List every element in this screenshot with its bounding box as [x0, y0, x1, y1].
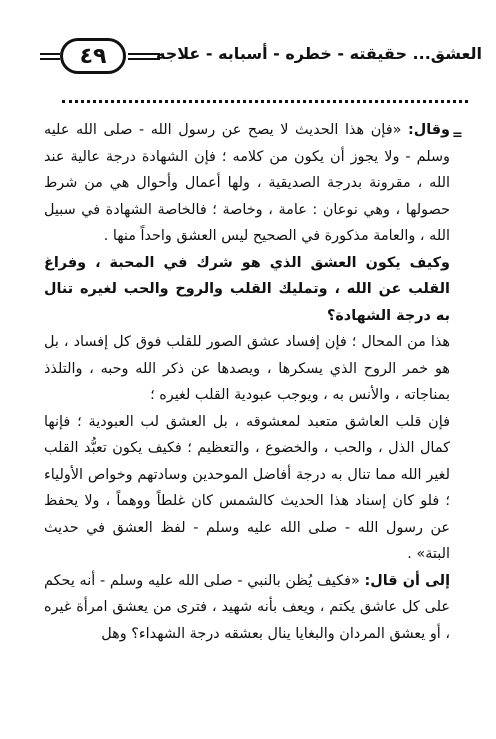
header-rule [128, 53, 160, 60]
paragraph [44, 250, 450, 330]
paragraph [44, 329, 450, 409]
paragraph [44, 117, 450, 250]
paragraph-text: وكيف يكون العشق الذي هو شرك في المحبة ، وفراغ القلب عن الله ، وتمليك القلب والروح والحب لغيره تنال به درجة الشهادة؟ [44, 254, 450, 324]
header-rule [40, 53, 60, 60]
page-header [10, 38, 482, 82]
running-title: العشق... حقيقته - خطره - أسبابه - علاجه [156, 44, 482, 63]
paragraph [44, 409, 450, 568]
paragraph-text: هذا من المحال ؛ فإن إفساد عشق الصور للقلب فوق كل إفساد ، بل هو خمر الروح الذي يسكرها ، ويصدها عن ذكر الله وحبه ، والتلذذ بمناجاته ، والأنس به ، ويوجب عبودية القلب لغيره ؛ [44, 334, 450, 403]
paragraph-marker-icon: = [452, 128, 463, 143]
dotted-divider [62, 100, 468, 103]
paragraph-text: «فكيف يُظن بالنبي - صلى الله عليه وسلم - أنه يحكم على كل عاشق يكتم ، ويعف بأنه شهيد ، فترى من يعشق امرأة غيره ، أو يعشق المردان والبغايا ينال بعشقه درجة الشهداء؟ وهل [44, 572, 450, 642]
lead-phrase: وقال: [407, 122, 450, 138]
lead-phrase: إلى أن قال: [364, 572, 451, 589]
paragraph-text: «فإن هذا الحديث لا يصح عن رسول الله - صلى الله عليه وسلم - ولا يجوز أن يكون من كلامه ؛ فإن الشهادة درجة عالية عند الله ، مقرونة بدرجة الصديقية ، ولها أعمال وأحوال هي من شرط حصولها ، وهي نوعان : عامة ، وخاصة ؛ فالخاصة الشهادة في سبيل الله ، والعامة مذكورة في الصحيح ليس العشق واحداً منها . [44, 122, 450, 244]
page-number: ٤٩ [60, 38, 126, 74]
paragraph-text: فإن قلب العاشق متعبد لمعشوقه ، بل العشق لب العبودية ؛ فإنها كمال الذل ، والحب ، والخضوع ، والتعظيم ؛ فكيف يكون تعبُّد القلب لغير الله مما تنال به درجة أفاضل الموحدين وسادتهم وخواص الأولياء ؛ فلو كان إسناد هذا الحديث كالشمس كان غلطاً ووهماً ، ولا يحفظ عن رسول الله - صلى الله عليه وسلم - لفظ العشق في حديث البتة» . [44, 413, 450, 562]
body-text [44, 117, 450, 647]
paragraph [44, 568, 450, 648]
